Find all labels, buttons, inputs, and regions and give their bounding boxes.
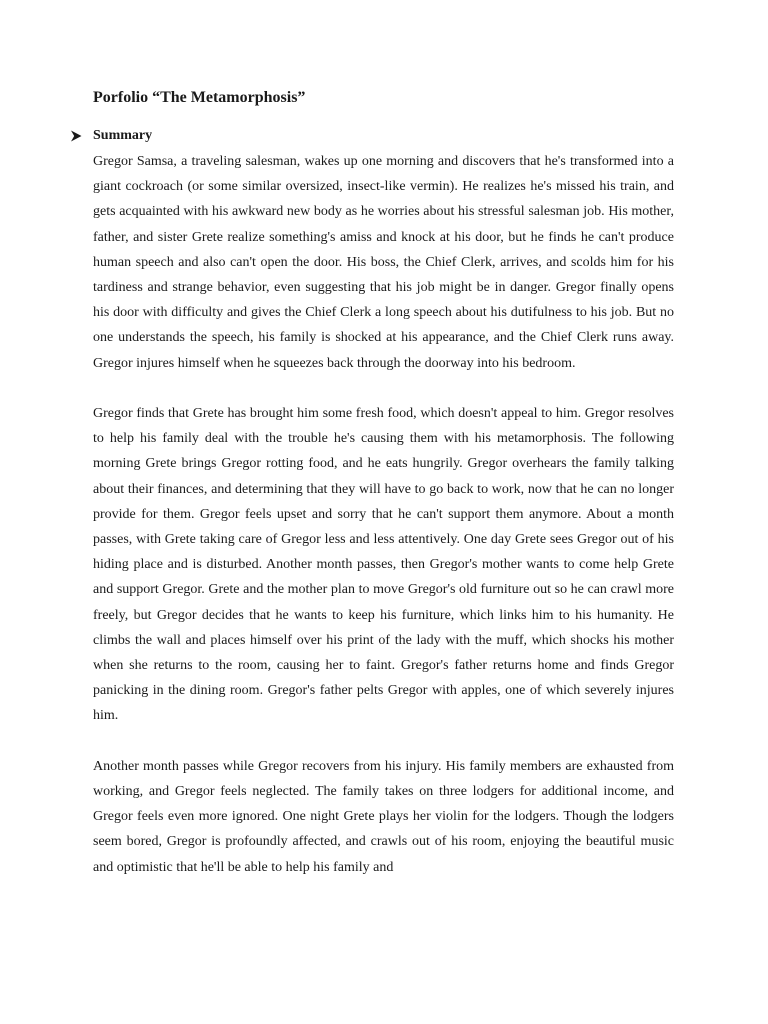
- section-heading-summary: [70, 126, 152, 146]
- document-title: Porfolio “The Metamorphosis”: [93, 89, 306, 106]
- summary-body: [93, 149, 674, 905]
- section-label: Summary: [93, 128, 153, 143]
- arrowhead-bullet-icon: [70, 130, 93, 142]
- paragraph-1: Gregor Samsa, a traveling salesman, wakes up one morning and discovers that he's transformed into a giant cockroach (or some similar oversized, insect-like vermin). He realizes he's missed his train, and gets acquainted with his awkward new body as he worries about his stressful salesman job. His mother, father, and sister Grete realize something's amiss and knock at his door, but he finds he can't produce human speech and also can't open the door. His boss, the Chief Clerk, arrives, and scolds him for his tardiness and strange behavior, even suggesting that his job might be in danger. Gregor finally opens his door with difficulty and gives the Chief Clerk a long speech about his dutifulness to his job. But no one understands the speech, his family is shocked at his appearance, and the Chief Clerk runs away. Gregor injures himself when he squeezes back through the doorway into his bedroom.: [93, 154, 674, 371]
- paragraph-3: Another month passes while Gregor recovers from his injury. His family members are exhausted from working, and Gregor feels neglected. The family takes on three lodgers for additional income, and Gregor feels even more ignored. One night Grete plays her violin for the lodgers. Though the lodgers seem bored, Gregor is profoundly affected, and crawls out of his room, enjoying the beautiful music and optimistic that he'll be able to help his family and: [93, 758, 674, 875]
- paragraph-2: Gregor finds that Grete has brought him some fresh food, which doesn't appeal to him. Gregor resolves to help his family deal with the trouble he's causing them with his metamorphosis. The following morning Grete brings Gregor rotting food, and he eats hungrily. Gregor overhears the family talking about their finances, and determining that they will have to go back to work, now that he can no longer provide for them. Gregor feels upset and sorry that he can't support them anymore. About a month passes, with Grete taking care of Gregor less and less attentively. One day Grete sees Gregor out of his hiding place and is disturbed. Another month passes, then Gregor's mother wants to come help Grete and support Gregor. Grete and the mother plan to move Gregor's old furniture out so he can crawl more freely, but Gregor decides that he wants to keep his furniture, which links him to his humanity. He climbs the wall and places himself over his print of the lady with the muff, which shocks his mother when she returns to the room, causing her to faint. Gregor's father returns home and finds Gregor panicking in the dining room. Gregor's father pelts Gregor with apples, one of which severely injures him.: [93, 406, 674, 724]
